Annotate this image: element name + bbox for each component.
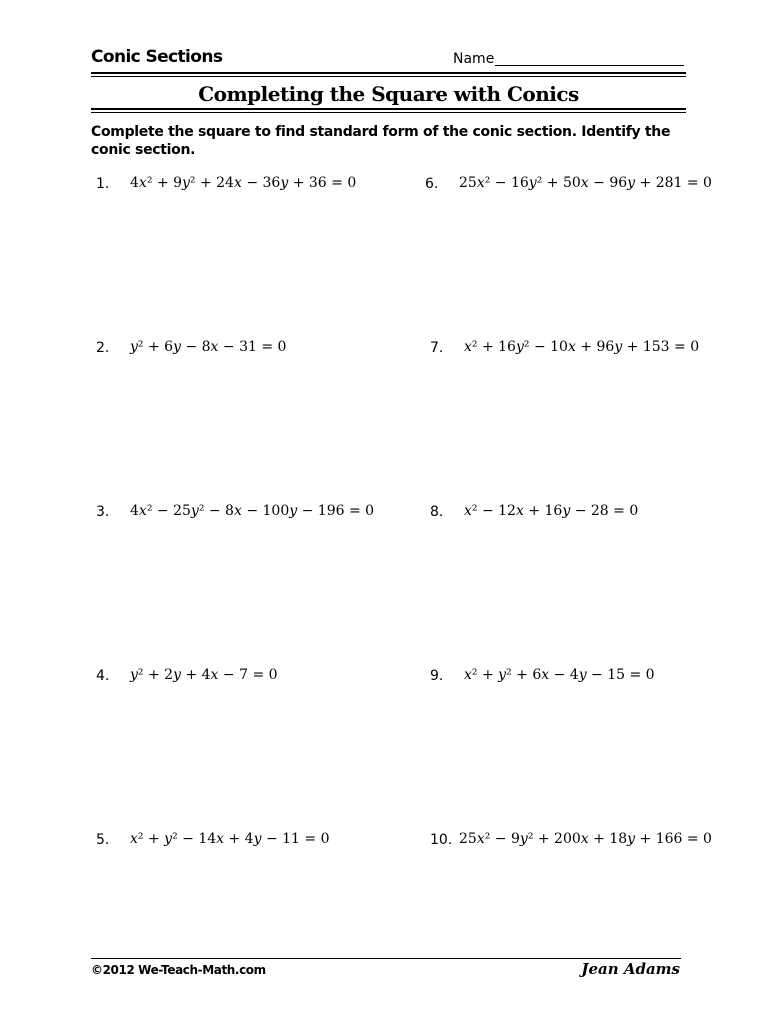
page-title: Completing the Square with Conics bbox=[198, 82, 579, 106]
problem-equation: x² − 12x + 16y − 28 = 0 bbox=[464, 503, 639, 519]
problem-number: 9. bbox=[430, 668, 444, 684]
problem-equation: y² + 2y + 4x − 7 = 0 bbox=[130, 667, 278, 683]
footer-rule bbox=[91, 958, 681, 959]
problem-equation: 25x² − 9y² + 200x + 18y + 166 = 0 bbox=[459, 831, 712, 847]
problem-equation: 4x² + 9y² + 24x − 36y + 36 = 0 bbox=[130, 175, 357, 191]
problem-number: 4. bbox=[96, 668, 110, 684]
problem-equation: 4x² − 25y² − 8x − 100y − 196 = 0 bbox=[130, 503, 375, 519]
problem-number: 5. bbox=[96, 832, 110, 848]
problem-number: 7. bbox=[430, 340, 444, 356]
worksheet-topic: Conic Sections bbox=[91, 47, 223, 67]
author-name: Jean Adams bbox=[581, 960, 680, 978]
name-label: Name bbox=[453, 51, 495, 67]
header-rule-bottom-thin bbox=[91, 112, 686, 113]
problem-number: 3. bbox=[96, 504, 110, 520]
problem-number: 10. bbox=[430, 832, 453, 848]
header-rule-bottom bbox=[91, 108, 686, 110]
problem-number: 8. bbox=[430, 504, 444, 520]
problem-equation: x² + 16y² − 10x + 96y + 153 = 0 bbox=[464, 339, 700, 355]
name-blank-line[interactable] bbox=[495, 65, 684, 66]
header-rule-top bbox=[91, 72, 686, 74]
copyright-text: ©2012 We-Teach-Math.com bbox=[91, 963, 266, 977]
problem-equation: y² + 6y − 8x − 31 = 0 bbox=[130, 339, 287, 355]
instructions-text: Complete the square to find standard form of the conic section. Identify the conic section. bbox=[91, 124, 671, 158]
problem-number: 6. bbox=[425, 176, 439, 192]
problem-equation: x² + y² − 14x + 4y − 11 = 0 bbox=[130, 831, 330, 847]
header-rule-top-thin bbox=[91, 76, 686, 77]
problem-equation: x² + y² + 6x − 4y − 15 = 0 bbox=[464, 667, 655, 683]
problem-number: 1. bbox=[96, 176, 110, 192]
problem-equation: 25x² − 16y² + 50x − 96y + 281 = 0 bbox=[459, 175, 712, 191]
problem-number: 2. bbox=[96, 340, 110, 356]
